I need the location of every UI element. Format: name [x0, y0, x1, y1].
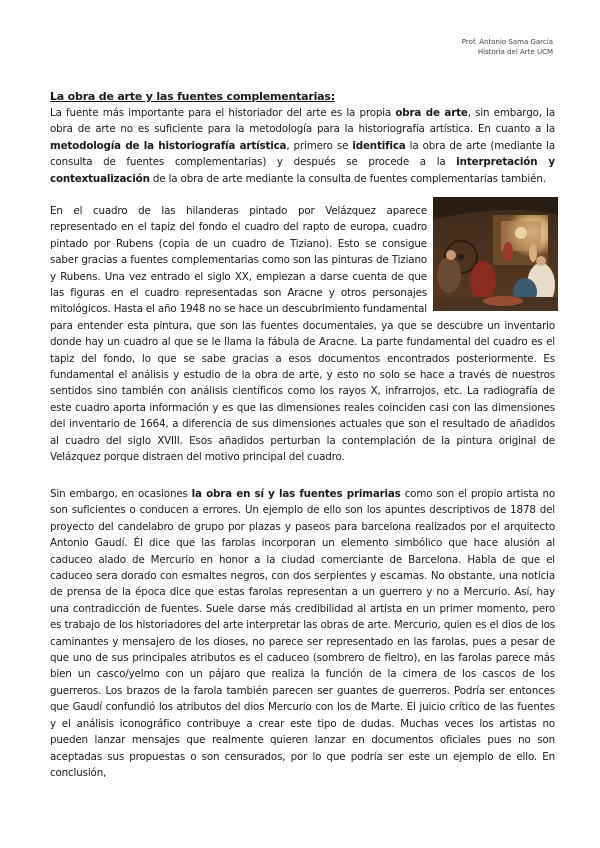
- painting-wrap-spacer: [427, 203, 555, 317]
- paragraph-intro: La fuente más importante para el historiador del arte es la propia obra de arte, sin embargo, la obra de arte no es suficiente para la metodología para la historiografía artística. En cuanto a la metodología de la historiografía artística, primero se identifica la obra de arte (mediante la consulta de fuentes complementarias) y después se procede a la interpretación y contextualización de la obra de arte mediante la consulta de fuentes complementarias también.: [50, 107, 555, 185]
- header-author: Prof. Antonio Sama García: [461, 38, 553, 46]
- header-course: Historia del Arte UCM: [477, 48, 553, 56]
- page-header: [462, 37, 553, 57]
- section-heading: La obra de arte y las fuentes complementarias:: [50, 90, 335, 103]
- paragraph-hilanderas: En el cuadro de las hilanderas pintado por Velázquez aparece representado en el tapiz del fondo el cuadro del rapto de europa, cuadro pintado por Rubens (copia de un cuadro de Tiziano). Esto se consigue saber gracias a fuentes complementarias como son las pinturas de Tiziano y Rubens. Una vez entrado el siglo XX, empiezan a darse cuenta de que las figuras en el cuadro representadas son Aracne y otros personajes mitológicos. Hasta el año 1948 no se hace un descubrimiento fundamental para entender esta pintura, que son las fuentes documentales, ya que se descubre un inventario donde hay un cuadro al que se le llama la fábula de Aracne. La parte fundamental del cuadro es el tapiz del fondo, lo que se sabe gracias a esos documentos encontrados posteriormente. Es fundamental el análisis y estudio de la obra de arte, y esto no solo se hace a través de nuestros sentidos sino también con análisis científicos como los rayos X, infrarrojos, etc. La radiografía de este cuadro aporta información y es que las dimensiones reales coinciden casi con las dimensiones del inventario de 1664, a diferencia de sus dimensiones actuales que son el resultado de añadidos al cuadro del siglo XVIII. Esos añadidos perturban la contemplación de la pintura original de Velázquez porque distraen del motivo principal del cuadro.: [50, 205, 555, 464]
- paragraph-gaudi: Sin embargo, en ocasiones la obra en sí y las fuentes primarias como son el propio artista no son suficientes o conducen a errores. Un ejemplo de ello son los apuntes descriptivos de 1878 del proyecto del candelabro de grupo por plazas y paseos para barcelona realizados por el arquitecto Antonio Gaudí. Él dice que las farolas incorporan un elemento simbólico que hace alusión al caduceo alado de Mercurio en honor a la ciudad comerciante de Barcelona. Habla de que el caduceo sera dorado con esmaltes negros, con dos serpientes y escamas. No obstante, una noticia de prensa de la época dice que estas farolas representan a un guerrero y no a Mercurio. Así, hay una contradicción de fuentes. Suele darse más credibilidad al artista en un primer momento, pero es trabajo de los historiadores del arte interpretar las obras de arte. Mercurio, quien es el dios de los caminantes y mensajero de los dioses, no parece ser representado en las farolas, pues a pesar de que uno de sus principales atributos es el caduceo (sombrero de fieltro), en las farolas parece más bien un casco/yelmo con un pájaro que realiza la función de la cimera de los cascos de los guerreros. Los brazos de la farola también parecen ser guantes de guerreros. Podría ser entonces que Gaudí confundió los atributos del dios Mercurio con los de Marte. El juicio crítico de las fuentes y el análisis iconográfico contribuye a crear este tipo de dudas. Muchas veces los artistas no pueden lanzar mensajes que realmente quieren lanzar en documentos oficiales pues no son aceptadas sus propuestas o son censurados, por lo que podría ser este un ejemplo de ello. En conclusión,: [50, 488, 555, 779]
